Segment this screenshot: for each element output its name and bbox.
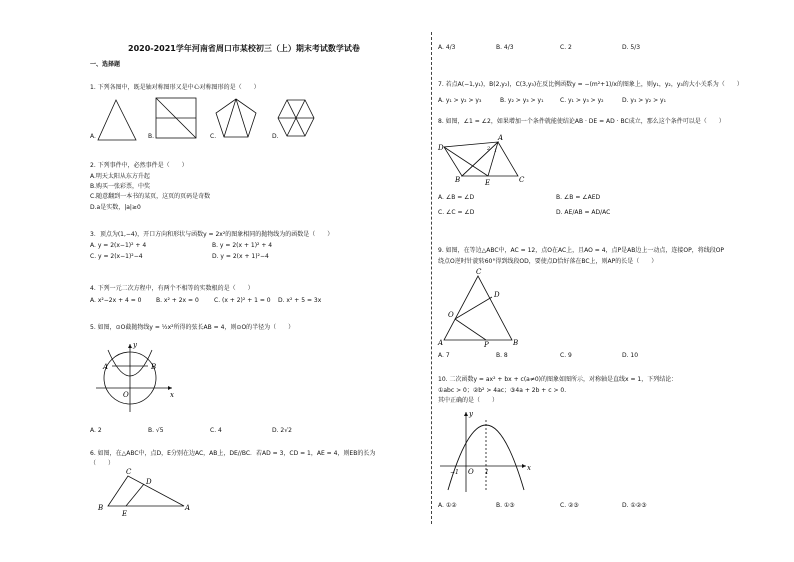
q6-option-a: A. 4/3 — [438, 44, 456, 51]
q6-figure — [86, 0, 426, 562]
q10-stem-line2: ①abc > 0；②b² > 4ac；③4a + 2b + c > 0. — [438, 387, 567, 394]
q7-option-d: D. y₃ > y₂ > y₁ — [622, 97, 666, 104]
q5-stem: 5. 如图，⊙O截抛物线y = ½x²所得的弦长AB = 4，则⊙O的半径为（ ） — [90, 324, 295, 331]
q8-label-e: E — [485, 179, 491, 187]
q6-paren: （ ） — [90, 460, 115, 467]
q9-option-d: D. 10 — [622, 352, 639, 359]
q3-option-d: D. y = 2(x + 1)²−4 — [212, 253, 269, 260]
q5-option-c: C. 4 — [210, 427, 222, 434]
q2-option-d: D.a是实数，|a|≥0 — [90, 204, 141, 211]
section-heading: 一、选择题 — [90, 61, 121, 68]
q4-option-c: C. (x + 2)² + 1 = 0 — [214, 297, 271, 304]
q8-angle-2: 2 — [487, 146, 491, 152]
q9-stem-line1: 9. 如图，在等边△ABC中，AC = 12，点O在AC上，且AO = 4，点P是AB边上一动点，连接OP，将线段OP — [438, 247, 725, 254]
q3-option-b: B. y = 2(x + 1)² + 4 — [212, 242, 273, 249]
q10-option-c: C. ②③ — [560, 502, 579, 509]
left-column — [86, 0, 426, 562]
q8-stem: 8. 如图，∠1 = ∠2，如果增加一个条件就能使结论AB · DE = AD · BC成立，那么这个条件可以是（ ） — [438, 118, 725, 125]
q3-stem: 3．顶点为(1,−4)，开口方向和形状与函数y = 2x²的图象相同的抛物线为的函数是（ ） — [90, 231, 334, 238]
q5-option-b: B. √5 — [148, 427, 164, 434]
q6-label-a: A — [185, 504, 191, 512]
q10-stem-line1: 10. 二次函数y = ax² + bx + c(a≠0)的图象如图所示，对称轴是直线x = 1，下列结论： — [438, 376, 678, 383]
q10-figure — [436, 0, 786, 562]
q8-label-a: A — [498, 134, 504, 142]
q4-option-b: B. x² + 2x = 0 — [156, 297, 199, 304]
q10-label-x: x — [527, 464, 531, 472]
q6-option-c: C. 2 — [560, 44, 572, 51]
q10-label-o: O — [468, 468, 474, 476]
q6-option-b: B. 4/3 — [496, 44, 514, 51]
q6-option-d: D. 5/3 — [622, 44, 641, 51]
q8-option-c: C. ∠C = ∠D — [438, 209, 475, 216]
q8-angle-1: 1 — [494, 148, 498, 154]
q9-label-d: D — [494, 291, 500, 299]
q9-option-b: B. 8 — [496, 352, 508, 359]
q5-label-y: y — [133, 341, 137, 349]
q10-option-b: B. ①③ — [496, 502, 515, 509]
q4-stem: 4. 下列一元二次方程中，有两个不相等的实数根的是（ ） — [90, 285, 254, 292]
q4-option-a: A. x²−2x + 4 = 0 — [90, 297, 142, 304]
q5-label-o: O — [123, 391, 129, 399]
q9-option-a: A. 7 — [438, 352, 450, 359]
q8-option-d: D. AE/AB = AD/AC — [556, 209, 611, 216]
q2-option-b: B.购买一张彩票，中奖 — [90, 183, 151, 190]
q8-label-d: D — [438, 144, 444, 152]
q8-label-b: B — [455, 176, 461, 184]
q1-option-b: B. — [148, 133, 155, 140]
q8-option-a: A. ∠B = ∠D — [438, 194, 475, 201]
q9-label-a: A — [438, 339, 444, 347]
q6-label-d: D — [146, 478, 152, 486]
q4-option-d: D. x² + 5 = 3x — [278, 297, 322, 304]
column-divider — [431, 32, 432, 524]
q7-option-a: A. y₁ > y₂ > y₃ — [438, 97, 482, 104]
q5-label-x: x — [170, 391, 174, 399]
q6-label-e: E — [122, 510, 128, 518]
q9-label-b: B — [513, 339, 519, 347]
q5-option-a: A. 2 — [90, 427, 102, 434]
q3-option-c: C. y = 2(x−1)²−4 — [90, 253, 143, 260]
q7-option-c: C. y₁ > y₃ > y₂ — [560, 97, 604, 104]
q9-label-c: C — [476, 268, 482, 276]
q10-option-a: A. ①② — [438, 502, 457, 509]
q3-option-a: A. y = 2(x−1)² + 4 — [90, 242, 147, 249]
q1-option-c: C. — [210, 133, 217, 140]
q5-option-d: D. 2√2 — [272, 427, 292, 434]
q10-label-neg1: −1 — [450, 469, 459, 476]
q9-stem-line2: 绕点O逆时针旋转60°得到线段OD，要使点D恰好落在BC上，则AP的长是（ ） — [438, 258, 658, 265]
q2-stem: 2. 下列事件中，必然事件是（ ） — [90, 162, 188, 169]
q9-label-o: O — [448, 311, 454, 319]
q2-option-a: A.明天太阳从东方升起 — [90, 173, 150, 180]
q10-option-d: D. ①②③ — [622, 502, 647, 509]
q10-stem-line3: 其中正确的是（ ） — [438, 397, 499, 404]
q5-label-b: B — [151, 363, 157, 371]
q8-label-c: C — [519, 176, 525, 184]
q10-label-y: y — [469, 410, 473, 418]
right-column — [436, 0, 786, 562]
q9-option-c: C. 9 — [560, 352, 572, 359]
exam-title: 2020-2021学年河南省周口市某校初三（上）期末考试数学试卷 — [128, 44, 360, 53]
q8-option-b: B. ∠B = ∠AED — [556, 194, 601, 201]
q10-label-1: 1 — [485, 469, 489, 476]
q1-option-d: D. — [272, 133, 279, 140]
q7-option-b: B. y₂ > y₃ > y₁ — [500, 97, 544, 104]
q2-option-c: C.随意翻到一本书的某页，这页的页码是奇数 — [90, 193, 211, 200]
q1-stem: 1. 下列各图中，既是轴对称图形又是中心对称图形的是（ ） — [90, 84, 260, 91]
q1-option-a: A. — [90, 133, 96, 140]
q5-label-a: A — [103, 363, 109, 371]
q6-stem: 6. 如图，在△ABC中，点D，E分别在边AC，AB上，DE//BC．若AD = 3，CD = 1，AE = 4，则EB的长为 — [90, 450, 376, 457]
q9-label-p: P — [484, 341, 489, 349]
q7-stem: 7. 若点A(−1,y₁)，B(2,y₂)，C(3,y₃)在反比例函数y = −(m²+1)/x的图象上，则y₁，y₂，y₃的大小关系为（ ） — [438, 81, 743, 88]
q6-label-c: C — [126, 468, 132, 476]
q6-label-b: B — [98, 504, 104, 512]
